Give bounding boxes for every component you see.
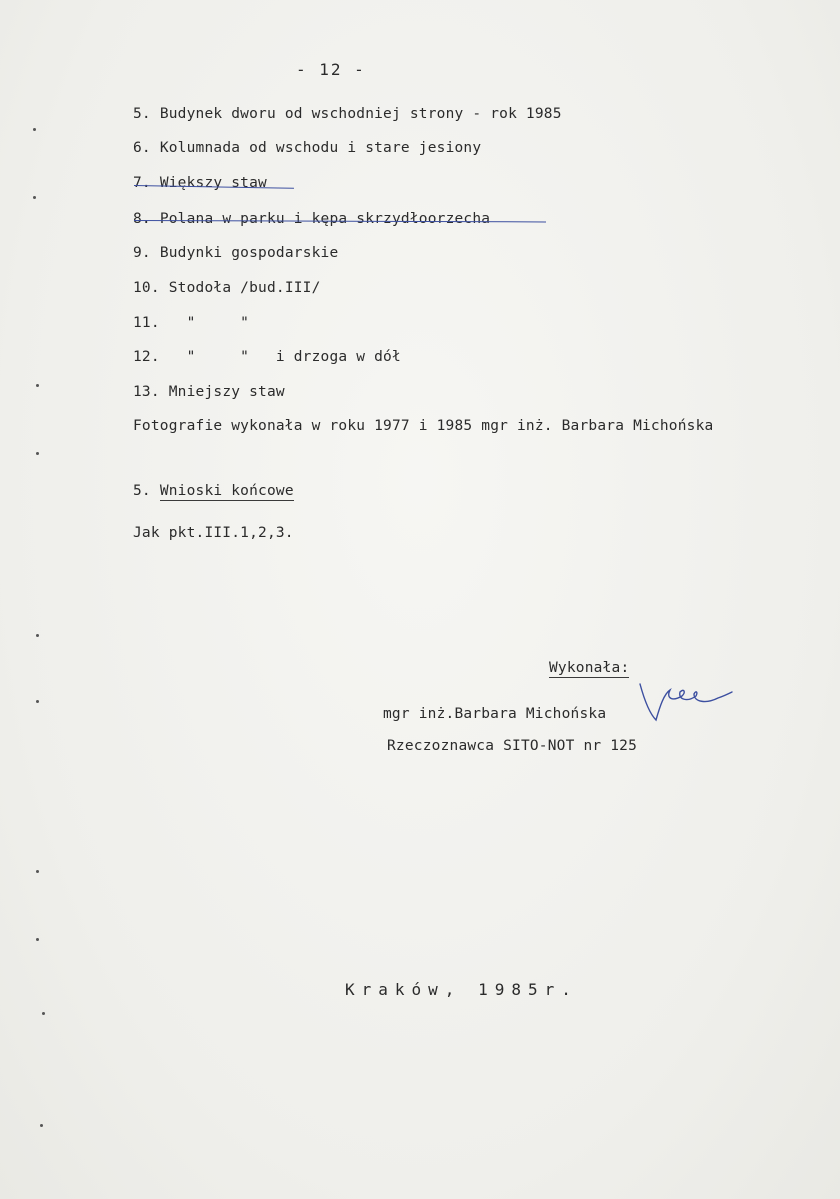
- list-item-text: Budynki gospodarskie: [159, 245, 339, 261]
- list-item-number: 5.: [133, 106, 151, 122]
- list-item-text: Większy staw: [159, 175, 267, 191]
- list-item-number: 8.: [133, 211, 151, 227]
- margin-mark: [33, 128, 36, 131]
- list-item-text: Polana w parku i kępa skrzydłoorzecha: [159, 211, 491, 227]
- list-item: [133, 347, 401, 367]
- list-item-text: Mniejszy staw: [168, 384, 285, 400]
- signoff-label-text: Wykonała:: [549, 660, 630, 676]
- list-item-number: 10.: [133, 280, 160, 296]
- place-and-date: Kraków, 1985r.: [345, 980, 578, 999]
- section-heading: [133, 481, 294, 501]
- list-item-number: 6.: [133, 140, 151, 156]
- list-item: [133, 104, 562, 124]
- list-item-struck: [133, 209, 490, 229]
- list-item: [133, 278, 321, 298]
- list-item: [133, 382, 285, 402]
- list-item-number: 7.: [133, 175, 151, 191]
- list-item-text: " ": [186, 315, 250, 331]
- list-item-number: 9.: [133, 245, 151, 261]
- list-item-text: Budynek dworu od wschodniej strony - rok 1985: [159, 106, 562, 122]
- list-item-number: 13.: [133, 384, 160, 400]
- margin-mark: [36, 384, 39, 387]
- section-number: 5.: [133, 483, 151, 499]
- margin-mark: [33, 196, 36, 199]
- author-role: Rzeczoznawca SITO-NOT nr 125: [387, 738, 638, 754]
- margin-mark: [36, 870, 39, 873]
- list-item-struck: [133, 173, 267, 193]
- margin-mark: [40, 1124, 43, 1127]
- section-title: Wnioski końcowe: [159, 483, 294, 499]
- margin-mark: [36, 452, 39, 455]
- page-number: - 12 -: [296, 60, 366, 79]
- list-item-number: 11.: [133, 315, 160, 331]
- handwritten-signature: [626, 676, 736, 726]
- list-item-text: " " i drzoga w dół: [186, 349, 401, 365]
- margin-mark: [36, 700, 39, 703]
- list-item-text: Kolumnada od wschodu i stare jesiony: [159, 140, 482, 156]
- photos-note: Fotografie wykonała w roku 1977 i 1985 mgr inż. Barbara Michońska: [133, 418, 714, 434]
- list-item: [133, 138, 481, 158]
- author-name: mgr inż.Barbara Michońska: [383, 706, 607, 722]
- margin-mark: [36, 938, 39, 941]
- margin-mark: [36, 634, 39, 637]
- list-item: [133, 313, 249, 333]
- list-item-text: Stodoła /bud.III/: [168, 280, 321, 296]
- signoff-label: [549, 658, 629, 678]
- list-item-number: 12.: [133, 349, 160, 365]
- margin-mark: [42, 1012, 45, 1015]
- list-item: [133, 243, 338, 263]
- conclusion-text: Jak pkt.III.1,2,3.: [133, 525, 294, 541]
